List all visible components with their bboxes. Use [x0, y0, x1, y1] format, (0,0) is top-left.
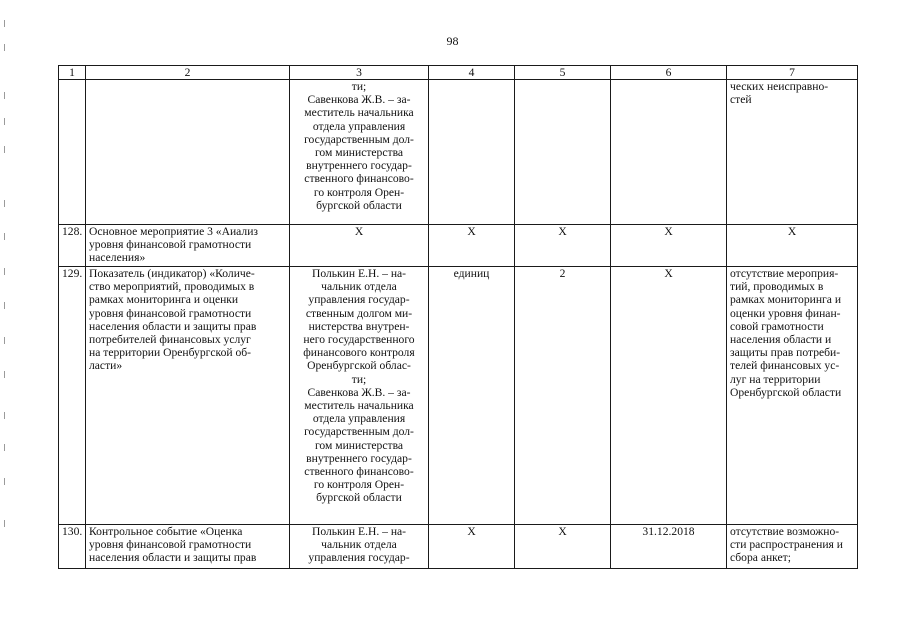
text-line: отдела управления: [312, 119, 406, 133]
table-row: [59, 225, 858, 267]
value-cell: Х: [515, 225, 611, 267]
text-line: внутреннего государ-: [306, 451, 412, 465]
responsible-cell: [290, 267, 429, 525]
text-line: сти распространения и: [730, 538, 843, 552]
consequence-cell: [727, 80, 858, 225]
event-name-cell: [86, 225, 290, 267]
event-name-cell: [86, 267, 290, 525]
row-number: [59, 80, 86, 225]
text-line: уровня финансовой грамотности: [89, 306, 252, 320]
text-line: сбора анкет;: [730, 551, 791, 565]
date-cell: [611, 80, 727, 225]
text-line: отсутствие возможно-: [730, 525, 840, 538]
text-line: защиты прав потреби-: [730, 346, 841, 360]
text-line: Савенкова Ж.В. – за-: [307, 93, 411, 107]
text-line: внутреннего государ-: [306, 159, 412, 173]
responsible-cell: [290, 80, 429, 225]
text-line: Полькин Е.Н. – на-: [311, 525, 407, 538]
row-number: 129.: [59, 267, 86, 525]
text-line: гом министерства: [314, 438, 404, 452]
header-cell: 7: [727, 66, 858, 80]
text-line: Х: [354, 225, 364, 238]
table-row: [59, 80, 858, 225]
header-cell: 4: [429, 66, 515, 80]
document-table: [58, 65, 858, 569]
text-line: стей: [730, 93, 752, 107]
text-line: Полькин Е.Н. – на-: [311, 267, 407, 280]
text-line: государственным дол-: [304, 132, 414, 146]
text-line: ственным долгом ми-: [305, 306, 413, 320]
table-row: [59, 267, 858, 525]
text-line: Основное мероприятие 3 «Аиализ: [89, 225, 258, 238]
text-line: чальник отдела: [321, 538, 397, 552]
text-line: Оренбургской области: [730, 385, 842, 399]
text-line: государственным дол-: [304, 425, 414, 439]
text-line: го контроля Орен-: [313, 185, 405, 199]
event-name-cell: [86, 80, 290, 225]
row-number: 128.: [59, 225, 86, 267]
text-line: населения области и защиты прав: [89, 551, 257, 565]
consequence-cell: [727, 267, 858, 525]
unit-cell: Х: [429, 225, 515, 267]
date-cell: Х: [611, 267, 727, 525]
text-line: гом министерства: [314, 146, 404, 160]
header-cell: 6: [611, 66, 727, 80]
text-line: ственного финансово-: [304, 465, 414, 479]
date-cell: Х: [611, 225, 727, 267]
header-cell: 1: [59, 66, 86, 80]
text-line: населения области и защиты прав: [89, 319, 257, 333]
consequence-cell: [727, 225, 858, 267]
text-line: совой грамотности: [730, 319, 824, 333]
text-line: луг на территории: [730, 372, 821, 386]
value-cell: 2: [515, 267, 611, 525]
page-number: 98: [446, 34, 459, 48]
text-line: ство мероприятий, проводимых в: [89, 280, 255, 294]
header-row: [59, 66, 858, 80]
scan-margin-marks: [4, 0, 6, 640]
text-line: отсутствие мероприя-: [730, 267, 839, 280]
consequence-cell: [727, 525, 858, 569]
header-cell: 5: [515, 66, 611, 80]
text-line: бургской области: [316, 491, 402, 505]
text-line: меститель начальника: [304, 106, 414, 120]
text-line: Контрольное событие «Оценка: [89, 525, 243, 538]
text-line: него государственного: [303, 333, 415, 347]
text-line: управления государ-: [308, 551, 410, 565]
unit-cell: единиц: [429, 267, 515, 525]
value-cell: [515, 80, 611, 225]
text-line: отдела управления: [312, 412, 406, 426]
text-line: уровня финансовой грамотности: [89, 538, 252, 552]
text-line: бургской области: [316, 198, 402, 212]
text-line: ти;: [351, 80, 367, 93]
text-line: ласти»: [89, 359, 123, 373]
text-line: нистерства внутрен-: [308, 319, 410, 333]
text-line: ческих неисправно-: [730, 80, 829, 93]
text-line: Показатель (индикатор) «Количе-: [89, 267, 255, 280]
event-name-cell: [86, 525, 290, 569]
text-line: го контроля Орен-: [313, 478, 405, 492]
header-cell: 2: [86, 66, 290, 80]
unit-cell: [429, 80, 515, 225]
text-line: рамках мониторинга и: [730, 293, 842, 307]
value-cell: Х: [515, 525, 611, 569]
table-row: [59, 525, 858, 569]
date-cell: 31.12.2018: [611, 525, 727, 569]
text-line: чальник отдела: [321, 280, 397, 294]
text-line: телей финансовых ус-: [730, 359, 840, 373]
text-line: на территории Оренбургской об-: [89, 346, 252, 360]
text-line: управления государ-: [308, 293, 410, 307]
text-line: рамках мониторинга и оценки: [89, 293, 239, 307]
text-line: ти;: [351, 372, 367, 386]
header-cell: 3: [290, 66, 429, 80]
text-line: Савенкова Ж.В. – за-: [307, 385, 411, 399]
text-line: оценки уровня финан-: [730, 306, 841, 320]
text-line: населения области и: [730, 333, 832, 347]
text-line: потребителей финансовых услуг: [89, 333, 251, 347]
responsible-cell: [290, 225, 429, 267]
row-number: 130.: [59, 525, 86, 569]
responsible-cell: [290, 525, 429, 569]
text-line: Оренбургской облас-: [307, 359, 411, 373]
text-line: меститель начальника: [304, 399, 414, 413]
text-line: ственного финансово-: [304, 172, 414, 186]
text-line: тий, проводимых в: [730, 280, 824, 294]
text-line: уровня финансовой грамотности: [89, 238, 252, 252]
text-line: населения»: [89, 251, 146, 265]
unit-cell: Х: [429, 525, 515, 569]
text-line: Х: [787, 225, 797, 238]
text-line: финансового контроля: [303, 346, 415, 360]
